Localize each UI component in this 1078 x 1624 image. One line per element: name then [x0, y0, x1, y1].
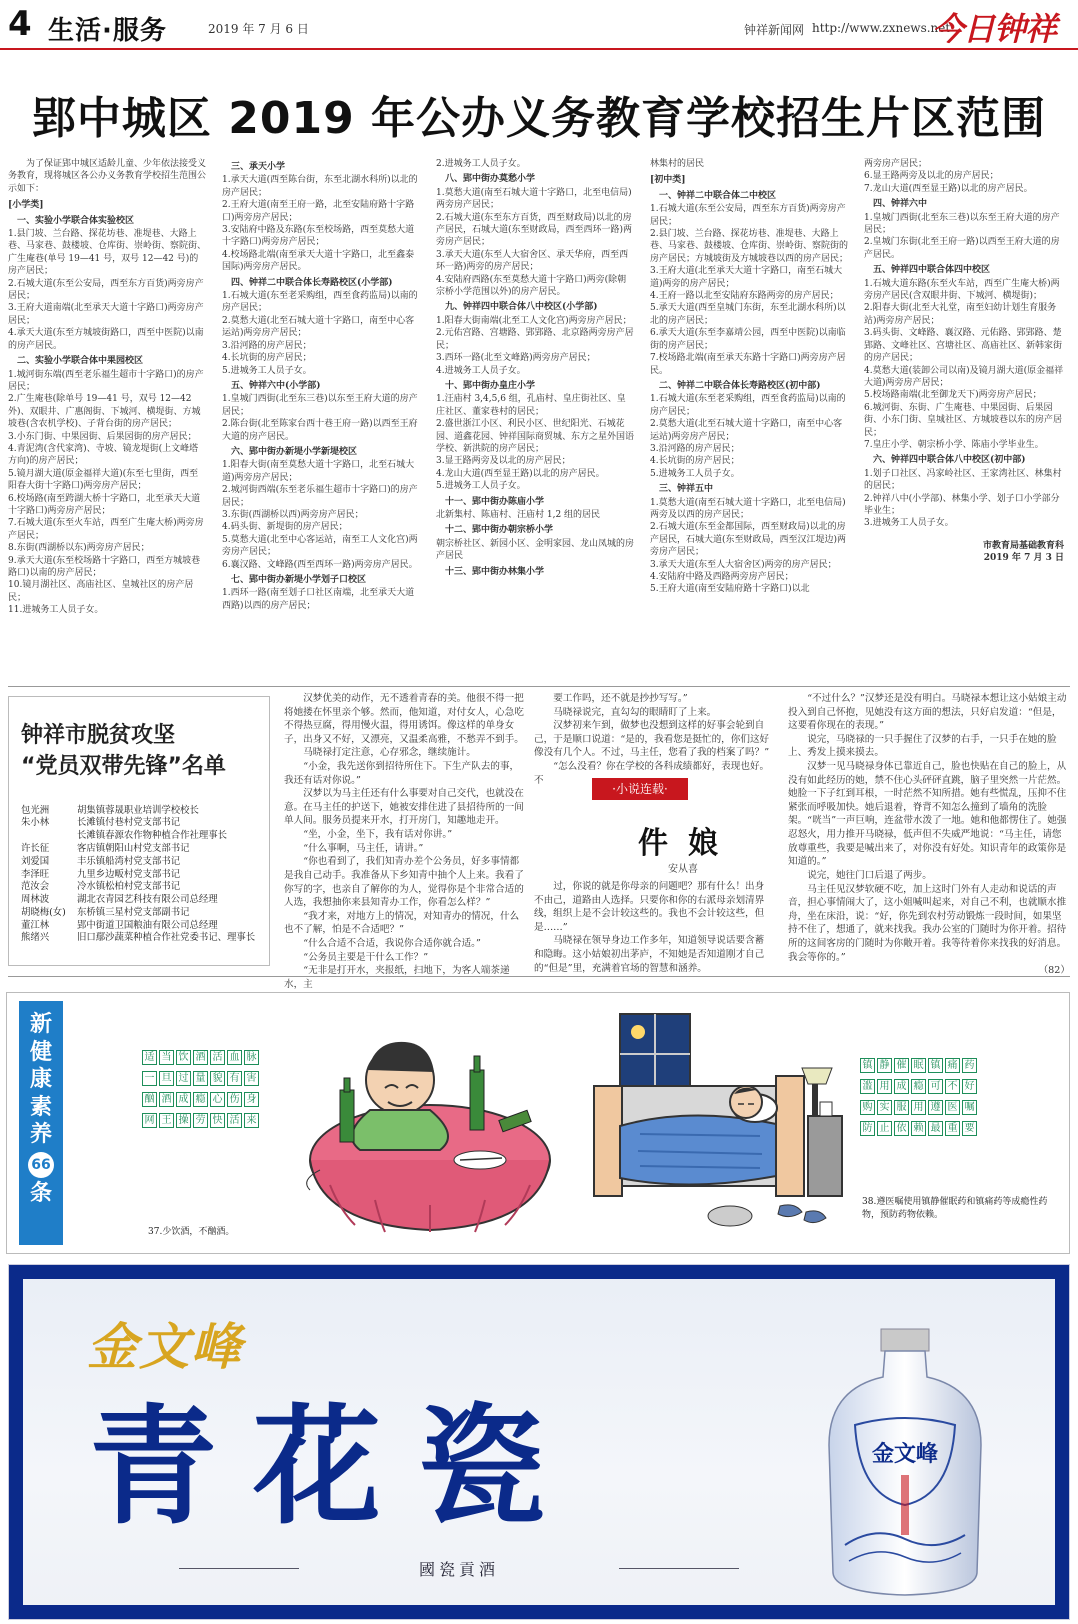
pioneer-name: 刘爱国 [21, 855, 50, 867]
article-paragraph: 7.龙山大道(西至显王路)以北的房产居民。 [864, 183, 1033, 194]
story-paragraph: 马晓禄说完，直勾勾的眼睛盯了上来。 [553, 706, 717, 718]
story-paragraph: “我才来，对地方上的情况，对知青办的情况，什么也不了解，怕是不合适吧？” [284, 910, 520, 936]
article-paragraph: 朝宗桥社区、新园小区、金明家园、龙山凤城的房产居民 [436, 538, 635, 562]
bottle-label: 金文峰 [871, 1441, 939, 1467]
school-heading: 四、钟祥六中 [873, 199, 928, 210]
article-paragraph: 1.城河街东端(西至老乐福生超市十字路口)的房产居民； [8, 369, 204, 392]
issue-date: 2019 年 7 月 6 日 [208, 22, 309, 36]
slogan-character: 来 [244, 1113, 259, 1128]
list-item [21, 932, 257, 945]
slogan-line [860, 1058, 977, 1073]
poverty-list [21, 805, 257, 946]
slogan-line [142, 1050, 259, 1065]
slogan-character: 好 [962, 1079, 977, 1094]
slogan-left [142, 1050, 259, 1134]
list-item [21, 830, 257, 843]
story-paragraph: “公务员主要是干什么工作？” [303, 951, 429, 963]
slogan-character: 止 [877, 1121, 892, 1136]
slogan-character: 当 [159, 1050, 174, 1065]
cartoon-caption-right: 38.遵医嘱使用镇静催眠药和镇痛药等成瘾性药物，预防药物依赖。 [862, 1197, 1048, 1220]
slogan-line [860, 1121, 977, 1136]
slogan-character: 瘾 [193, 1092, 208, 1107]
pioneer-name: 周林波 [21, 894, 50, 906]
article-paragraph: 1.石城大道东路(东至火车站，西至广生庵大桥)两旁房产居民(含双眼井街、下城河、横堤街)； [864, 278, 1060, 302]
article-paragraph: 4.承天大道(东至方城坡街路口，西至中医院)以南的房产居民。 [8, 328, 204, 351]
article-paragraph: 6.校场路(南至跨湖大桥十字路口，北至承天大道十字路口)两旁房产居民； [8, 493, 201, 516]
article-paragraph: 3.小东门街、中果园街、后果园街的房产居民； [8, 431, 197, 442]
slogan-character: 适 [142, 1050, 157, 1065]
slogan-character: 身 [244, 1092, 259, 1107]
list-item [21, 907, 257, 920]
school-heading: 六、郢中街办新堤小学新堤校区 [231, 446, 358, 457]
story-author: 安从喜 [668, 864, 698, 875]
cartoon-caption-left: 37.少饮酒，不酗酒。 [148, 1227, 235, 1237]
story-paragraph: 汉梦初来乍到，做梦也没想到这样的好事会轮到自己，于是顺口说道：“是的，我看您是挺忙的，你们这好像没有几个人。不过，马主任，您看了我的档案了吗？” [534, 720, 770, 759]
pioneer-position: 长滩镇春源农作物种植合作社理事长 [77, 830, 228, 842]
article-paragraph: 2.莫愁大道(北至石城大道十字路口，南至中心客运站)两旁房产居民； [650, 419, 843, 442]
article-paragraph: 2.进城务工人员子女。 [436, 159, 526, 169]
article-paragraph: 2.陈台街(北至陈家台西十巷王府一路)以西至王府大道的房产居民。 [222, 419, 418, 442]
article-paragraph: 4.青泥湾(含代家湾)、寺坡、镜龙堤街(上文峰塔方向)的房产居民； [8, 443, 199, 467]
school-heading: 十一、郢中街办陈庙小学 [445, 496, 545, 507]
article-paragraph: 4.进城务工人员子女。 [436, 365, 526, 376]
slogan-character: 不 [945, 1079, 960, 1094]
slogan-character: 催 [894, 1058, 909, 1073]
article-paragraph: 2.王府大道(南至王府一路，北至安陆府路十字路口)两旁房产居民； [222, 200, 415, 223]
slogan-character: 网 [142, 1113, 157, 1128]
slogan-character: 用 [877, 1079, 892, 1094]
article-paragraph: 8.东街(西湖桥以东)两旁房产居民； [8, 543, 150, 554]
slogan-character: 痛 [945, 1058, 960, 1073]
article-paragraph: 3.王府大道南端(北至承天大道十字路口)两旁房产居民； [8, 303, 204, 326]
article-paragraph: 1.承天大道(西至陈台街，东至北湖水科所)以北的房产居民； [222, 175, 418, 198]
story-column-2-top [534, 692, 772, 786]
slogan-character: 瘾 [911, 1079, 926, 1094]
article-paragraph: 6.显王路两旁及以北的房产居民； [864, 171, 999, 182]
serial-banner: ·小说连载· [592, 778, 688, 800]
article-column-3 [436, 158, 634, 678]
article-paragraph: 2.石城大道(东至金都国际，西至财政局)以北的房产居民，石城大道(东至财政局，西至汉江堤边)两旁房产居民； [650, 522, 847, 558]
article-paragraph: 10.镜月湖社区、高庙社区、皇城社区的房产居民； [8, 580, 194, 603]
site-url[interactable]: http://www.zxnews.net [812, 21, 951, 35]
school-heading: 十三、郢中街办林集小学 [445, 566, 545, 577]
slogan-character: 成 [176, 1092, 191, 1107]
article-paragraph: 2.皇城门东街(北至王府一路)以西至王府大道的房产居民。 [864, 237, 1060, 260]
pioneer-position: 长滩镇付巷村党支部书记 [77, 817, 181, 829]
article-paragraph: 4.校场路北端(南至承天大道十字路口，北至鑫泰国际)两旁房产居民。 [222, 249, 415, 273]
drinking-cartoon-illustration [280, 1010, 570, 1240]
health-tag [19, 1001, 63, 1245]
sleeping-pill-cartoon-illustration [580, 1006, 850, 1242]
pioneer-name: 朱小林 [21, 817, 50, 829]
pioneer-position: 湖北衣青园艺科技有限公司总经理 [77, 894, 218, 906]
slogan-character: 貌 [210, 1071, 225, 1086]
pioneer-name: 董江林 [21, 919, 50, 931]
poverty-title-line-2: “党员双带先锋”名单 [21, 753, 226, 779]
pioneer-position: 九里乡边畈村党支部书记 [77, 868, 181, 880]
pioneer-position: 郢中街道卫国粮油有限公司总经理 [77, 919, 218, 931]
article-paragraph: 4.码头街、新堤街的房产居民； [222, 522, 348, 533]
story-paragraph: “不过什么？”汉梦还是没有明白。马晓禄本想让这小姑娘主动投入到自己怀抱，见她没有这方面的想法，只好启发道：“但是，这要看你现在的表现。” [788, 693, 1067, 732]
list-item [21, 920, 257, 933]
story-paragraph: “坐，小金，坐下，我有话对你讲。” [303, 829, 453, 841]
slogan-character: 镇 [860, 1058, 875, 1073]
story-paragraph: 要工作吗，还不就是抄抄写写。” [553, 693, 688, 704]
slogan-line [860, 1100, 977, 1115]
pioneer-position: 客店镇朝阳山村党支部书记 [77, 842, 190, 854]
slogan-character: 活 [210, 1050, 225, 1065]
pioneer-position: 冷水镇松柏村党支部书记 [77, 881, 181, 893]
slogan-character: 脉 [244, 1050, 259, 1065]
slogan-character: 心 [210, 1092, 225, 1107]
article-paragraph: 5.校场路南端(北至御龙天下)两旁房产居民； [864, 390, 1042, 401]
slogan-character: 快 [210, 1113, 225, 1128]
story-column-1 [284, 692, 524, 990]
slogan-character: 最 [928, 1121, 943, 1136]
article-paragraph: 北新集村、陈庙村、汪庙村 1,2 组的居民 [436, 509, 601, 520]
slogan-character: 赖 [911, 1121, 926, 1136]
slogan-right [860, 1058, 977, 1142]
slogan-character: 操 [176, 1113, 191, 1128]
story-paragraph: “什么事啊，马主任，请讲。” [303, 842, 424, 854]
article-paragraph: 6.城河街、东街、广生庵巷、中果园街、后果园街、小东门街、皇城社区、方城坡巷以东的房产居民； [864, 402, 1063, 438]
article-byline-org: 市教育局基础教育科 [982, 540, 1064, 551]
slogan-character: 害 [244, 1071, 259, 1086]
slogan-character: 有 [227, 1071, 242, 1086]
site-name: 钟祥新闻网 [744, 23, 805, 37]
slogan-character: 依 [894, 1121, 909, 1136]
article-byline-date: 2019 年 7 月 3 日 [983, 553, 1064, 564]
school-heading: 九、钟祥四中联合体八中校区(小学部) [445, 302, 598, 313]
poverty-title-line-1: 钟祥市脱贫攻坚 [21, 723, 176, 748]
article-paragraph: 5.王府大道(南至安陆府路十字路口)以北 [650, 584, 810, 595]
article-category-heading: [初中类] [650, 175, 686, 186]
school-heading: 八、郢中街办莫愁小学 [445, 174, 536, 185]
slogan-character: 服 [894, 1100, 909, 1115]
article-paragraph: 1.石城大道(东至公安局，西至东方百货)两旁房产居民； [650, 204, 846, 227]
pioneer-name: 许长征 [21, 842, 50, 854]
enrollment-article [8, 158, 1070, 678]
story-paragraph: 马主任见汉梦软硬不吃，加上这时门外有人走动和说话的声音，担心事情闹大了，这小姐喊叫起来，对自己不利，也就顺水推舟，坐在床沿，说：“好，你先到农村劳动锻炼一段时间，如果坚持不住了，想通了，就来找我。我办公室的门随时为你开着。招待所的这间客房的门随时为你敞开着。我等待着你来找我的好消息。我会等你的。” [788, 883, 1067, 963]
poverty-pioneer-box [8, 696, 270, 966]
article-paragraph: 6.襄汉路、文峰路(西至西环一路)两旁房产居民。 [222, 559, 418, 570]
slogan-line [142, 1113, 259, 1128]
article-paragraph: 林集村的居民 [650, 159, 705, 169]
article-column-1 [8, 158, 206, 678]
article-paragraph: 4.安陆府中路及西路两旁房产居民； [650, 572, 794, 582]
slogan-character: 眠 [911, 1058, 926, 1073]
school-heading: 六、钟祥四中联合体八中校区(初中部) [873, 455, 1026, 466]
story-paragraph: 说完，她往门口后退了两步。 [807, 869, 932, 881]
article-paragraph: 1.阳春大街南端(北至工人文化宫)两旁房产居民； [436, 315, 632, 326]
pioneer-name: 范汝会 [21, 881, 50, 893]
pioneer-position: 丰乐镇船湾村党支部书记 [77, 855, 181, 867]
slogan-character: 一 [142, 1071, 157, 1086]
article-paragraph: 2.盛世浙江小区、利民小区、世纪阳光、石城花园、道鑫花园、钟祥国际商贸城、东方之星外国语学校、新洪院的房产居民； [436, 419, 635, 454]
slogan-character: 医 [945, 1100, 960, 1115]
section-name: 生活·服务 [48, 16, 167, 46]
article-paragraph: 1.皇城门西街(北至东三巷)以东至王府大道的房产居民； [222, 394, 418, 417]
article-paragraph: 7.石城大道(东至火车站，西至广生庵大桥)两旁房产居民； [8, 518, 204, 541]
article-paragraph: 3.西环一路(北至文峰路)两旁房产居民； [436, 353, 596, 364]
article-column-4 [650, 158, 848, 678]
story-paragraph: 汉梦以为马主任还有什么事要对自己交代，也就没在意。在马主任的护送下，她被安排住进了县招待所的一间单人间。服务员提来开水，打开房门，知趣地走开。 [284, 788, 524, 827]
article-paragraph: 3.码头街、文峰路、襄汉路、元佑路、郢郢路、楚郢路、文峰社区、宫塘社区、高庙社区、新韩家街的房产居民； [864, 328, 1063, 364]
slogan-character: 镇 [928, 1058, 943, 1073]
article-paragraph: 4.莫愁大道(装卸公司以南)及镜月湖大道(原金福祥大道)两旁房产居民； [864, 365, 1064, 388]
story-paragraph: “无非是打开水，夹报纸，扫地下，为客人端茶递水，主 [284, 965, 510, 990]
story-paragraph: “什么合适不合适，我说你合适你就合适。” [303, 937, 481, 949]
masthead [0, 0, 1078, 50]
article-paragraph: 3.王府大道(北至承天大道十字路口，南至石城大道)两旁的房产居民； [650, 266, 843, 289]
slogan-character: 过 [176, 1071, 191, 1086]
story-paragraph: 说完，马晓禄的一只手握住了汉梦的右手，一只手在她的脸上、秀发上摸来摸去。 [788, 733, 1057, 759]
health-tag-number: 66 [28, 1152, 54, 1178]
pioneer-name: 包光洲 [21, 804, 50, 816]
school-heading: 一、实验小学联合体实验校区 [17, 215, 135, 226]
slogan-character: 酗 [142, 1092, 157, 1107]
school-heading: 五、钟祥六中(小学部) [231, 380, 321, 391]
article-paragraph: 5.进城务工人员子女。 [436, 481, 526, 492]
article-paragraph: 5.进城务工人员子女。 [650, 468, 740, 479]
school-heading: 十、郢中街办皇庄小学 [445, 380, 536, 391]
article-paragraph: 4.安陆府西路(东至莫愁大道十字路口)两旁(除朝宗桥小学范围以外)的房产居民。 [436, 274, 627, 298]
pioneer-name: 胡晓梅(女) [21, 906, 66, 918]
slogan-character: 要 [962, 1121, 977, 1136]
article-paragraph: 2.县门坡、兰台路、探花坊巷、准堤巷、大路上巷、马家巷、鼓楼坡、仓库街、崇岭街、察院街的房产居民；方城坡街及方城坡巷以西的房产居民； [650, 229, 849, 264]
school-heading: 一、钟祥二中联合体二中校区 [659, 190, 777, 201]
slogan-character: 实 [877, 1100, 892, 1115]
slogan-character: 饮 [176, 1050, 191, 1065]
slogan-character: 量 [193, 1071, 208, 1086]
article-paragraph: 2.石城大道(东至公安局，西至东方百货)两旁房产居民； [8, 278, 204, 302]
article-paragraph: 为了保证郢中城区适龄儿童、少年依法接受义务教育，现将城区各公办义务教育学校招生范围公示如下： [8, 159, 207, 194]
article-column-5 [864, 158, 1064, 678]
pioneer-name [21, 830, 77, 843]
article-paragraph: 1.石城大道(东至老采购组，西至食药监局)以南的房产居民； [650, 394, 846, 417]
pioneer-position: 东桥镇三星村党支部副书记 [77, 906, 190, 918]
liquor-advertisement[interactable] [8, 1264, 1070, 1620]
slogan-character: 药 [962, 1058, 977, 1073]
article-paragraph: 3.安陆府中路及东路(东至校场路，西至莫愁大道十字路口)两旁房产居民； [222, 225, 415, 248]
list-item [21, 881, 257, 894]
slogan-character: 酒 [193, 1050, 208, 1065]
school-heading: 五、钟祥四中联合体四中校区 [873, 265, 991, 276]
slogan-character: 劳 [193, 1113, 208, 1128]
slogan-character: 重 [945, 1121, 960, 1136]
list-item [21, 805, 257, 818]
list-item [21, 894, 257, 907]
school-heading: 七、郢中街办新堤小学划子口校区 [231, 575, 367, 585]
article-paragraph: 6.承天大道(东至李嘉靖公园，西至中医院)以南临街的房产居民； [650, 328, 846, 351]
slogan-character: 嘱 [962, 1100, 977, 1115]
slogan-character: 成 [894, 1079, 909, 1094]
paper-logo: 今日钟祥 [932, 10, 1057, 48]
slogan-line [142, 1071, 259, 1086]
article-paragraph: 3.沿河路的房产居民； [650, 443, 740, 454]
ad-brand: 金文峰 [87, 1317, 243, 1376]
article-paragraph: 4.长坑街的房产居民； [650, 456, 740, 467]
slogan-character: 滥 [860, 1079, 875, 1094]
slogan-character: 王 [159, 1113, 174, 1128]
slogan-character: 血 [227, 1050, 242, 1065]
article-paragraph: 3.进城务工人员子女。 [864, 518, 954, 529]
story-paragraph: 汉梦优美的动作，无不透着青春的美。他很不得一把将她搂在怀里亲个够。然而，他知道，对付女人，心急吃不得热豆腐，得用慢火温，得用诱饵。像这样的单身女子，出身又不好，又漂亮，又温柔高雅，不愁弄不到手。 [284, 693, 524, 745]
article-paragraph: 5.镜月湖大道(原金福祥大道)(东至七里街，西至阳春大街十字路口)两旁房产居民； [8, 468, 199, 492]
article-column-2 [222, 158, 420, 678]
article-paragraph: 2.阳春大街(北至大礼堂，南至妇幼计划生育服务站)两旁房产居民； [864, 303, 1057, 326]
ad-tagline: 國瓷貢酒 [309, 1557, 609, 1580]
school-heading: 三、钟祥五中 [659, 484, 714, 495]
slogan-line [142, 1092, 259, 1107]
liquor-bottle-image [805, 1325, 1005, 1605]
story-episode-number: （82） [1038, 965, 1070, 977]
slogan-character: 遵 [928, 1100, 943, 1115]
article-paragraph: 1.汪庙村 3,4,5,6 组，孔庙村、皇庄街社区、皇庄社区、董家巷村的居民； [436, 394, 626, 417]
list-item [21, 843, 257, 856]
article-paragraph: 3.承天大道(东至人大宿舍区、承天华府，西至西环一路)两旁的房产居民； [436, 249, 629, 273]
article-paragraph: 2.莫愁大道(北至石城大道十字路口，南至中心客运站)两旁房产居民； [222, 315, 415, 339]
article-paragraph: 3.沿河路的房产居民； [222, 340, 312, 351]
school-heading: 三、承天小学 [231, 162, 286, 172]
story-title: 件娘 [638, 826, 738, 861]
health-tag-suffix: 条 [29, 1180, 52, 1206]
article-paragraph: 2.石城大道(东至东方百货，西至财政局)以北的房产居民，石城大道(东至财政局，西至西环一路)两旁房产居民； [436, 212, 633, 248]
slogan-character: 可 [928, 1079, 943, 1094]
article-paragraph: 3.承天大道(东至人大宿舍区)两旁的房产居民； [650, 559, 837, 570]
school-heading: 二、实验小学联合体中果园校区 [17, 356, 144, 367]
article-paragraph: 1.县门坡、兰台路、探花坊巷、准堤巷、大路上巷、马家巷、鼓楼坡、仓库街、崇岭街、察院街、广生庵巷(单号 19—41 号，双号 12—42 号)的房产居民； [8, 229, 207, 277]
article-paragraph: 9.承天大道(东至校场路十字路口，西至方城坡巷路口)以南的房产居民； [8, 555, 201, 578]
slogan-character: 活 [227, 1113, 242, 1128]
health-tag-title: 新 健 康 素 养 [29, 1012, 52, 1147]
article-paragraph: 2.广生庵巷(除单号 19—41 号，双号 12—42 外)、双眼井、广惠阁街、下城河、横堤街、方城坡巷(含农机学校)、子背台街的房产居民； [8, 394, 201, 430]
headline: 郢中城区 2019 年公办义务教育学校招生片区范围 [31, 93, 1047, 144]
article-paragraph: 7.皇庄小学、朝宗桥小学、陈庙小学毕业生。 [864, 439, 1044, 450]
article-paragraph: 1.西环一路(南至划子口社区南端，北至承天大道西路)以西的房产居民； [222, 588, 415, 611]
article-paragraph: 4.龙山大道(西至显王路)以北的房产居民。 [436, 468, 605, 479]
pioneer-name: 熊绪兴 [21, 932, 50, 944]
divider [8, 686, 1070, 687]
article-paragraph: 1.石城大道(东至老采购组，西至食药监局)以南的房产居民； [222, 291, 418, 314]
article-paragraph: 11.进城务工人员子女。 [8, 605, 104, 616]
pioneer-position: 旧口鄢沙蔬菜种植合作社党委书记、理事长 [77, 932, 256, 944]
story-paragraph: “小金，我先送你到招待所住下。下生产队去的事，我还有话对你说。” [284, 761, 520, 786]
article-paragraph: 2.元佑宫路、宫塘路、郢郢路、北京路两旁房产居民； [436, 328, 634, 351]
article-paragraph: 1.莫愁大道(南至石城大道十字路口，北至电信局)两旁及以西的房产居民； [650, 497, 846, 520]
list-item [21, 869, 257, 882]
divider [8, 976, 1070, 977]
slogan-character: 用 [911, 1100, 926, 1115]
article-paragraph: 1.阳春大街(南至莫愁大道十字路口，北至石城大道)两旁房产居民； [222, 460, 415, 483]
pioneer-position: 胡集镇蓉晟职业培训学校校长 [77, 804, 199, 816]
slogan-character: 购 [860, 1100, 875, 1115]
article-paragraph: 3.东街(西湖桥以西)两旁房产居民； [222, 509, 364, 520]
article-paragraph: 3.显王路两旁及以北的房产居民； [436, 456, 571, 467]
school-heading: 二、钟祥二中联合体长寿路校区(初中部) [659, 380, 821, 391]
school-heading: 十二、郢中街办朝宗桥小学 [445, 525, 554, 536]
story-paragraph: “你也看到了，我们知青办差个公务员，好多事情都是我自己动手。我准备从下乡知青中抽个人上来。我看了你写的字，也亲自了解你的为人，觉得你是个非常合适的人选，我想抽你来县知青办工作，你看怎么样？” [284, 856, 524, 909]
slogan-character: 伤 [227, 1092, 242, 1107]
article-paragraph: 5.承天大道(西至皇城门东街，东至北湖水科所)以北的房产居民； [650, 303, 846, 326]
story-paragraph: 马晓禄在领导身边工作多年，知道领导说话要含蓄和隐晦。这小姑娘初出茅庐，不知她是否知道刚才自己的“但是”里，充满着官场的智慧和涵养。 [534, 935, 765, 974]
article-paragraph: 1.皇城门西街(北至东三巷)以东至王府大道的房产居民； [864, 212, 1060, 236]
slogan-character: 旦 [159, 1071, 174, 1086]
article-paragraph: 两旁房产居民； [864, 159, 928, 169]
page-number: 4 [8, 4, 32, 44]
article-paragraph: 1.划子口社区、冯家岭社区、王家湾社区、林集村的居民； [864, 468, 1062, 492]
story-column-3 [788, 692, 1070, 977]
article-paragraph: 1.莫愁大道(南至石城大道十字路口，北至电信局)两旁房产居民； [436, 187, 632, 211]
slogan-character: 防 [860, 1121, 875, 1136]
list-item [21, 817, 257, 830]
story-column-2-bottom [534, 880, 772, 974]
article-paragraph: 5.莫愁大道(北至中心客运站，南至工人文化宫)两旁房产居民； [222, 534, 418, 558]
article-paragraph: 4.王府一路以北至安陆府东路两旁的房产居民； [650, 291, 839, 302]
slogan-character: 静 [877, 1058, 892, 1073]
slogan-line [860, 1079, 977, 1094]
school-heading: 四、钟祥二中联合体长寿路校区(小学部) [231, 277, 393, 288]
story-paragraph: 马晓禄打定注意，心存邪念，继续施计。 [303, 747, 476, 759]
article-paragraph: 2.城河街西端(东至老乐福生超市十字路口)的房产居民； [222, 485, 418, 508]
article-paragraph: 7.校场路北端(南至承天东路十字路口)两旁房产居民。 [650, 353, 846, 376]
list-item [21, 856, 257, 869]
article-category-heading: [小学类] [8, 200, 44, 211]
ad-product-name: 青花瓷 [89, 1392, 582, 1542]
story-paragraph: 汉梦一见马晓禄身体已靠近自己，脸也快贴在自己的脸上，从没有如此经历的她，禁不住心头砰砰直跳，脑子里突然一片茫然。她脸一下子红到耳根，一时茫然不知所措。她有些慌乱，压抑不住紧张而呼吸加快。她后退着，脊背不知怎么撞到了墙角的洗脸架。“咣当”一声巨响，连盆带水泼了一地。她和他都愣住了。她强忍怒火，用力推开马晓禄，低声但不失威严地说：“马主任，请您放尊重些，我要是喊出来了，对你没有好处。知识青年的政策你是知道的。” [788, 761, 1067, 868]
slogan-character: 酒 [159, 1092, 174, 1107]
story-paragraph: 过，你说的就是你母亲的问题吧？那有什么！出身不由己，道路由人选择。只要你和你的右派母亲划清界线，组织上是不会计较这些的。我也不会计较这些，但是……” [534, 881, 765, 933]
article-paragraph: 4.长坑街的房产居民； [222, 353, 312, 364]
article-paragraph: 2.钟祥八中(小学部)、林集小学、划子口小学部分毕业生； [864, 493, 1060, 516]
pioneer-name: 李泽旺 [21, 868, 50, 880]
story-paragraph: “怎么没看？你在学校的各科成绩都好，表现也好。不 [534, 761, 770, 786]
article-paragraph: 5.进城务工人员子女。 [222, 365, 312, 376]
poverty-title [21, 721, 257, 783]
